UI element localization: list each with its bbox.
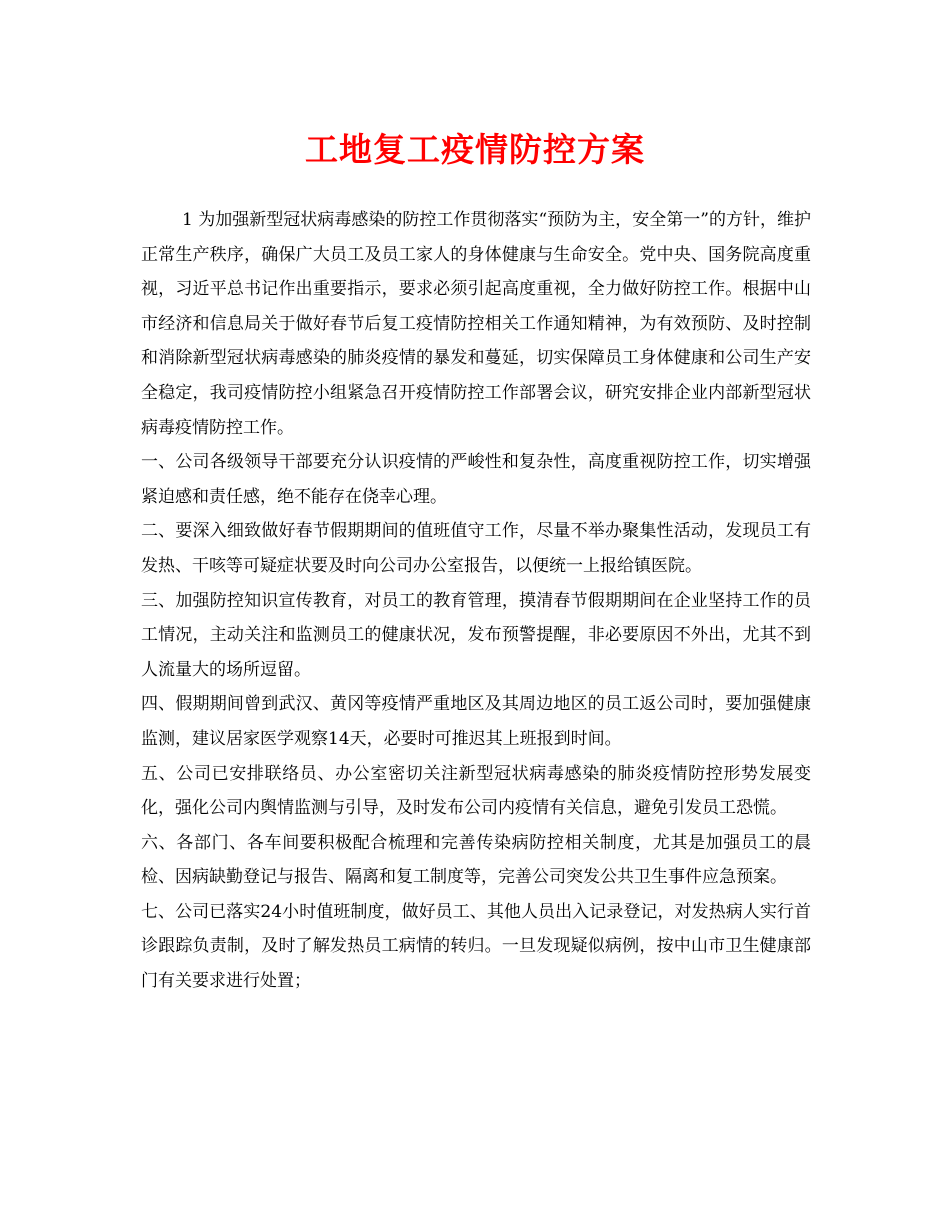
document-title: 工地复工疫情防控方案	[305, 130, 645, 169]
list-item: 二、要深入细致做好春节假期期间的值班值守工作，尽量不举办聚集性活动，发现员工有发热、干咳等可疑症状要及时向公司办公室报告，以便统一上报给镇医院。	[141, 521, 811, 576]
list-item: 三、加强防控知识宣传教育，对员工的教育管理，摸清春节假期期间在企业坚持工作的员工情况，主动关注和监测员工的健康状况，发布预警提醒，非必要原因不外出，尤其不到人流量大的场所逗留。	[141, 590, 811, 680]
document-body	[141, 203, 811, 999]
intro-paragraph: 1 为加强新型冠状病毒感染的防控工作贯彻落实“预防为主，安全第一”的方针，维护正常生产秩序，确保广大员工及员工家人的身体健康与生命安全。党中央、国务院高度重视，习近平总书记作出重要指示，要求必须引起高度重视，全力做好防控工作。根据中山市经济和信息局关于做好春节后复工疫情防控相关工作通知精神，为有效预防、及时控制和消除新型冠状病毒感染的肺炎疫情的暴发和蔓延，切实保障员工身体健康和公司生产安全稳定，我司疫情防控小组紧急召开疫情防控工作部署会议，研究安排企业内部新型冠状病毒疫情防控工作。	[141, 210, 811, 438]
list-item: 六、各部门、各车间要积极配合梳理和完善传染病防控相关制度，尤其是加强员工的晨检、因病缺勤登记与报告、隔离和复工制度等，完善公司突发公共卫生事件应急预案。	[141, 832, 811, 888]
list-item: 一、公司各级领导干部要充分认识疫情的严峻性和复杂性，高度重视防控工作，切实增强紧迫感和责任感，绝不能存在侥幸心理。	[141, 452, 811, 507]
list-item: 七、公司已落实24小时值班制度，做好员工、其他人员出入记录登记，对发热病人实行首诊跟踪负责制，及时了解发热员工病情的转归。一旦发现疑似病例，按中山市卫生健康部门有关要求进行处置；	[141, 901, 811, 992]
list-item: 五、公司已安排联络员、办公室密切关注新型冠状病毒感染的肺炎疫情防控形势发展变化，强化公司内舆情监测与引导，及时发布公司内疫情有关信息，避免引发员工恐慌。	[141, 763, 811, 819]
list-item: 四、假期期间曾到武汉、黄冈等疫情严重地区及其周边地区的员工返公司时，要加强健康监测，建议居家医学观察14天，必要时可推迟其上班报到时间。	[141, 694, 811, 749]
